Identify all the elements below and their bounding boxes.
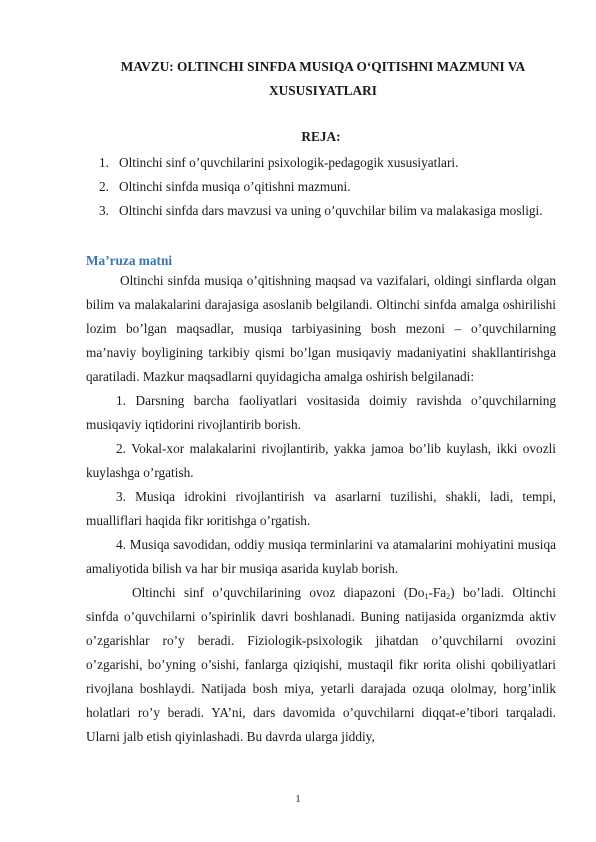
plan-item-number: 3. xyxy=(99,203,109,218)
lecture-text xyxy=(86,269,556,749)
page-number: 1 xyxy=(295,793,301,805)
voice-range-text-mid: -Fa xyxy=(428,585,447,600)
goal-item-1: 1. Darsning barcha faoliyatlari vositasida doimiy ravishda o’quvchilarning musiqaviy iqtidorini rivojlantirib borish. xyxy=(86,393,556,432)
plan-heading: REJA: xyxy=(301,129,341,144)
plan-item xyxy=(86,151,556,175)
plan-item-text: Oltinchi sinf o’quvchilarini psixologik-pedagogik xususiyatlari. xyxy=(119,155,459,170)
intro-paragraph: Oltinchi sinfda musiqa o’qitishning maqsad va vazifalari, oldingi sinflarda olgan bilim va malakalarini darajasiga asoslanib belgilandi. Oltinchi sinfda amalga oshirilishi lozim bo’lgan maqsadlar, musiqa tarbiyasining bosh mezoni – o’quvchilarning ma’naviy boyligining tarkibiy qismi bo’lgan musiqaviy madaniyatini shakllantirishga qaratiladi. Mazkur maqsadlarni quyidagicha amalga oshirish belgilanadi: xyxy=(86,273,556,384)
voice-range-paragraph xyxy=(86,581,556,749)
voice-range-text-end: ) bo’ladi. Oltinchi sinfda o’quvchilarni o’spirinlik davri boshlanadi. Buning natijasida organizmda aktiv o’zgarishlar ro’y beradi. Fiziologik-psixologik jihatdan o’quvchilarni ovozini o’zgarishi, bo’yning o’sishi, fanlarga qiziqishi, mustaqil fikr юrita olishi qobiliyatlari rivojlana boshlaydi. Natijada bosh miya, yetarli darajada ozuqa ololmay, horg’inlik holatlari ro’y beradi. YA’ni, dars davomida o’quvchilarni diqqat-e’tibori tarqaladi. Ularni jalb etish qiyinlashadi. Bu davrda ularga jiddiy, xyxy=(86,585,556,744)
goal-item-4: 4. Musiqa savodidan, oddiy musiqa terminlarini va atamalarini mohiyatini musiqa amaliyotida bilish va har bir musiqa asarida kuylab borish. xyxy=(86,537,556,576)
goal-item-2: 2. Vokal-xor malakalarini rivojlantirib, yakka jamoa bo’lib kuylash, ikki ovozli kuylashga o’rgatish. xyxy=(86,441,556,480)
subscript-2: 2 xyxy=(446,592,451,601)
plan-item-text: Oltinchi sinfda musiqa o’qitishni mazmuni. xyxy=(119,179,351,194)
document-title: MAVZU: OLTINCHI SINFDA MUSIQA O‘QITISHNI MAZMUNI VA XUSUSIYATLARI xyxy=(120,59,526,98)
plan-item-number: 2. xyxy=(99,179,109,194)
plan-item-text: Oltinchi sinfda dars mavzusi va uning o’quvchilar bilim va malakasiga mosligi. xyxy=(119,203,543,218)
plan-item xyxy=(86,175,556,199)
plan-item-number: 1. xyxy=(99,155,109,170)
voice-range-text-start: Oltinchi sinf o’quvchilarining ovoz diapazoni (Do xyxy=(132,585,425,600)
goal-item-3: 3. Musiqa idrokini rivojlantirish va asarlarni tuzilishi, shakli, ladi, tempi, mualliflari haqida fikr юritishga o’rgatish. xyxy=(86,489,556,528)
subscript-1: 1 xyxy=(424,592,429,601)
plan-item xyxy=(86,199,556,223)
plan-list xyxy=(86,151,556,223)
section-heading: Ma’ruza matni xyxy=(86,253,173,268)
